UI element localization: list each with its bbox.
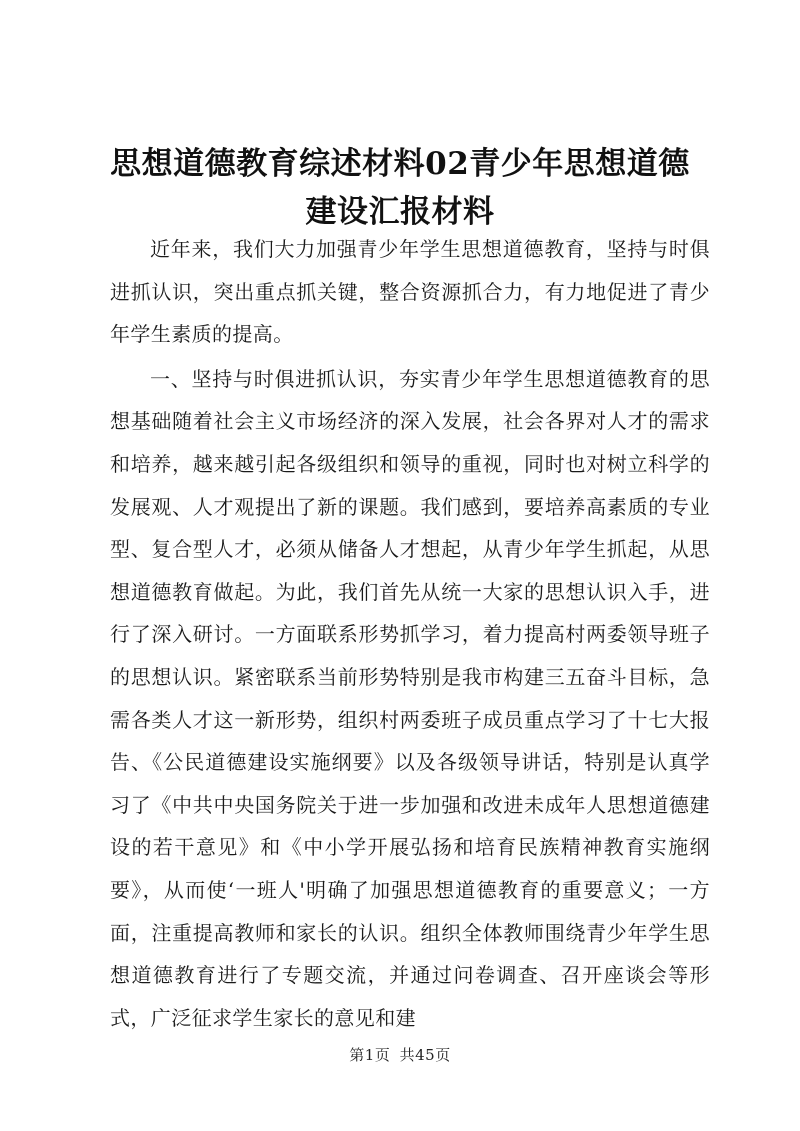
page-number: 第1页 <box>349 1046 391 1064</box>
document-body <box>110 228 710 1039</box>
page-total: 共45页 <box>399 1046 451 1064</box>
page-footer <box>0 1044 800 1065</box>
paragraph-section-one: 一、坚持与时俱进抓认识，夯实青少年学生思想道德教育的思想基础随着社会主义市场经济的深入发展，社会各界对人才的需求和培养，越来越引起各级组织和领导的重视，同时也对树立科学的发展观、人才观提出了新的课题。我们感到，要培养高素质的专业型、复合型人才，必须从储备人才想起，从青少年学生抓起，从思想道德教育做起。为此，我们首先从统一大家的思想认识入手，进行了深入研讨。一方面联系形势抓学习，着力提高村两委领导班子的思想认识。紧密联系当前形势特别是我市构建三五奋斗目标，急需各类人才这一新形势，组织村两委班子成员重点学习了十七大报告、《公民道德建设实施纲要》以及各级领导讲话，特别是认真学习了《中共中央国务院关于进一步加强和改进未成年人思想道德建设的若干意见》和《中小学开展弘扬和培育民族精神教育实施纲要》，从而使‘一班人'明确了加强思想道德教育的重要意义；一方面，注重提高教师和家长的认识。组织全体教师围绕青少年学生思想道德教育进行了专题交流，并通过问卷调查、召开座谈会等形式，广泛征求学生家长的意见和建 <box>110 366 710 1030</box>
document-title: 思想道德教育综述材料02青少年思想道德建设汇报材料 <box>110 146 690 230</box>
paragraph-intro: 近年来，我们大力加强青少年学生思想道德教育，坚持与时俱进抓认识，突出重点抓关键，整合资源抓合力，有力地促进了青少年学生素质的提高。 <box>110 237 710 347</box>
